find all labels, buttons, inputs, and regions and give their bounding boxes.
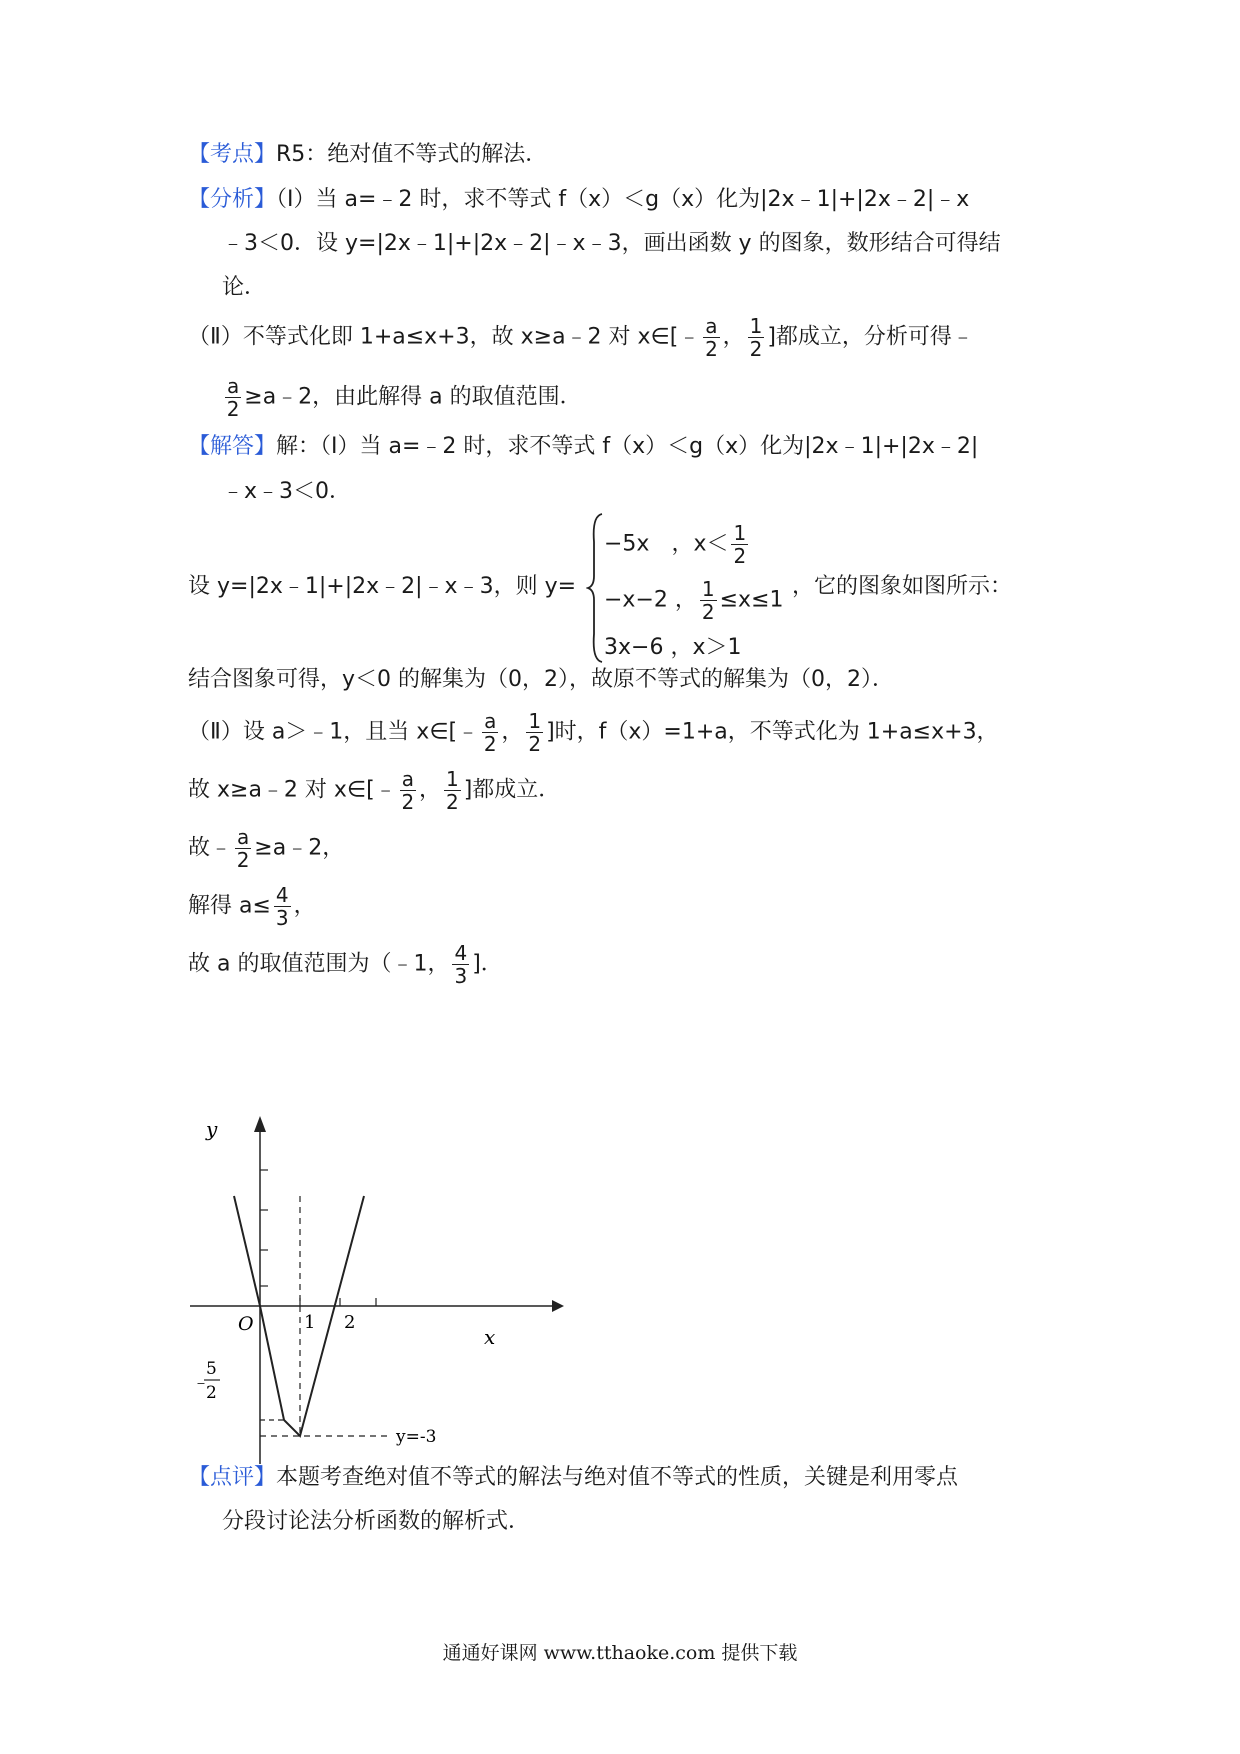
dianping-text-2: 分段讨论法分析函数的解析式． (222, 1509, 531, 1534)
y-line-label: y=-3 (396, 1427, 437, 1447)
jieda-line-7 (188, 826, 344, 871)
den: 2 (749, 337, 763, 361)
den: 3 (454, 964, 468, 988)
x-label: x (484, 1325, 496, 1349)
case-2-text-b: ≤x≤1 (719, 587, 784, 613)
num: 1 (528, 709, 542, 733)
den: 3 (275, 906, 289, 930)
den: 2 (705, 337, 718, 361)
jieda-text-7b: ≥a﹣2， (254, 835, 345, 861)
jieda-text-8b: ， (293, 893, 316, 919)
jieda-text-1: 解：（Ⅰ）当 a=﹣2 时，求不等式 f（x）＜g（x）化为|2x﹣1|+|2x﹣2| (276, 434, 979, 459)
case-2 (604, 578, 784, 623)
den: 2 (236, 848, 250, 872)
jieda-text-9b: ]． (472, 951, 503, 977)
fraction-a-2 (703, 315, 719, 360)
num: a (237, 825, 250, 849)
num: a (401, 767, 414, 791)
jieda-text-2: ﹣x﹣3＜0． (222, 479, 352, 504)
num: a (227, 374, 240, 398)
jieda-line-5: （Ⅱ）设 a＞﹣1，且当 x∈[﹣ $\frac{a}{2}$ ， $\frac{1}{2}$ ]时，f（x）=1+a，不等式化为 1+a≤x+3， (188, 709, 999, 756)
y-arrow-icon (254, 1116, 266, 1132)
fenxi-text-4b: ]都成立，分析可得﹣ (767, 324, 974, 350)
den: 2 (528, 732, 542, 756)
kaodian-text: R5：绝对值不等式的解法． (276, 142, 548, 167)
jieda-text-7a: 故﹣ (188, 835, 233, 861)
fraction-1-2 (700, 578, 717, 623)
jieda-text-6b: ]都成立． (463, 777, 561, 803)
dianping-line-1 (188, 1463, 958, 1493)
case-3: 3x−6 ，x＞1 (604, 635, 742, 660)
fenxi-line-1 (188, 185, 969, 215)
fraction-1-2 (748, 315, 765, 360)
dianping-tag: 【点评】 (188, 1465, 277, 1490)
num: a (705, 314, 718, 338)
fraction-4-3 (452, 942, 469, 987)
piecewise-brace (586, 512, 606, 664)
num: a (484, 709, 497, 733)
fenxi-line-5 (222, 375, 582, 420)
den: 2 (701, 600, 715, 624)
fraction-a-2 (482, 710, 498, 755)
origin-label: O (238, 1313, 254, 1335)
jieda-line-1 (188, 432, 978, 462)
x-arrow-icon (552, 1300, 564, 1312)
footer: 通通好课网 www.tthaoke.com 提供下载 (442, 1642, 798, 1664)
y-ticks (260, 1170, 268, 1286)
fenxi-text-3: 论． (222, 275, 267, 300)
num: 1 (701, 577, 715, 601)
den: 2 (401, 790, 415, 814)
jieda-text-8a: 解得 a≤ (188, 893, 271, 919)
piecewise-after: ，它的图象如图所示： (792, 574, 1013, 599)
jieda-text-6a: 故 x≥a﹣2 对 x∈[﹣ (188, 777, 397, 803)
jieda-text-5a: （Ⅱ）设 a＞﹣1，且当 x∈[﹣ (188, 719, 480, 745)
case-1-text: −5x ，x＜ (604, 531, 729, 557)
fenxi-text-1: （Ⅰ）当 a=﹣2 时，求不等式 f（x）＜g（x）化为|2x﹣1|+|2x﹣2|﹣x (276, 187, 970, 212)
jieda-line-8 (188, 884, 316, 929)
fenxi-line-4: （Ⅱ）不等式化即 1+a≤x+3，故 x≥a﹣2 对 x∈[﹣ $\frac{a}{2}$ ， $\frac{1}{2}$ ]都成立，分析可得﹣ (188, 314, 974, 361)
fraction-1-2 (444, 768, 461, 813)
kaodian-line (188, 140, 547, 170)
den: 2 (733, 544, 747, 568)
fraction-a-2 (400, 768, 416, 813)
fraction-a-2 (235, 826, 251, 871)
kaodian-tag: 【考点】 (188, 142, 277, 167)
function-graph (190, 1110, 570, 1470)
num: 4 (275, 883, 289, 907)
fenxi-text-2: ﹣3＜0．设 y=|2x﹣1|+|2x﹣2|﹣x﹣3，画出函数 y 的图象，数形结合可得结 (222, 231, 1001, 256)
fraction-1-2 (731, 522, 748, 567)
fraction-1-2 (526, 710, 543, 755)
jieda-text-4: 结合图象可得，y＜0 的解集为（0，2），故原不等式的解集为（0，2）． (188, 667, 895, 692)
num: 1 (445, 767, 459, 791)
piecewise-intro: 设 y=|2x﹣1|+|2x﹣2|﹣x﹣3，则 y= (188, 574, 577, 599)
frac-5: 5 (206, 1359, 217, 1379)
jieda-text-9a: 故 a 的取值范围为（﹣1， (188, 951, 450, 977)
case-1 (604, 522, 751, 567)
num: 1 (733, 521, 747, 545)
num: 4 (454, 941, 468, 965)
x-tick-1: 1 (304, 1312, 316, 1333)
case-2-text-a: −x−2 ， (604, 587, 697, 613)
num: 1 (749, 314, 763, 338)
x-tick-2: 2 (344, 1312, 356, 1333)
jieda-tag: 【解答】 (188, 434, 277, 459)
dianping-text-1: 本题考查绝对值不等式的解法与绝对值不等式的性质，关键是利用零点 (276, 1465, 959, 1490)
jieda-line-9 (188, 942, 503, 987)
frac-2: 2 (206, 1383, 217, 1403)
jieda-line-6: 故 x≥a﹣2 对 x∈[﹣ $\frac{a}{2}$ ， $\frac{1}{2}$ ]都成立． (188, 767, 561, 814)
fenxi-tag: 【分析】 (188, 187, 277, 212)
y-label: y (206, 1117, 218, 1141)
x-ticks (300, 1298, 376, 1306)
minus-sign: ﹣ (192, 1372, 210, 1393)
fraction-a-2 (225, 375, 241, 420)
fraction-4-3 (274, 884, 291, 929)
jieda-text-5b: ]时，f（x）=1+a，不等式化为 1+a≤x+3， (546, 719, 999, 745)
fenxi-text-4a: （Ⅱ）不等式化即 1+a≤x+3，故 x≥a﹣2 对 x∈[﹣ (188, 324, 701, 350)
den: 2 (445, 790, 459, 814)
fenxi-text-5: ≥a﹣2，由此解得 a 的取值范围． (244, 384, 582, 410)
den: 2 (483, 732, 497, 756)
den: 2 (226, 397, 240, 421)
